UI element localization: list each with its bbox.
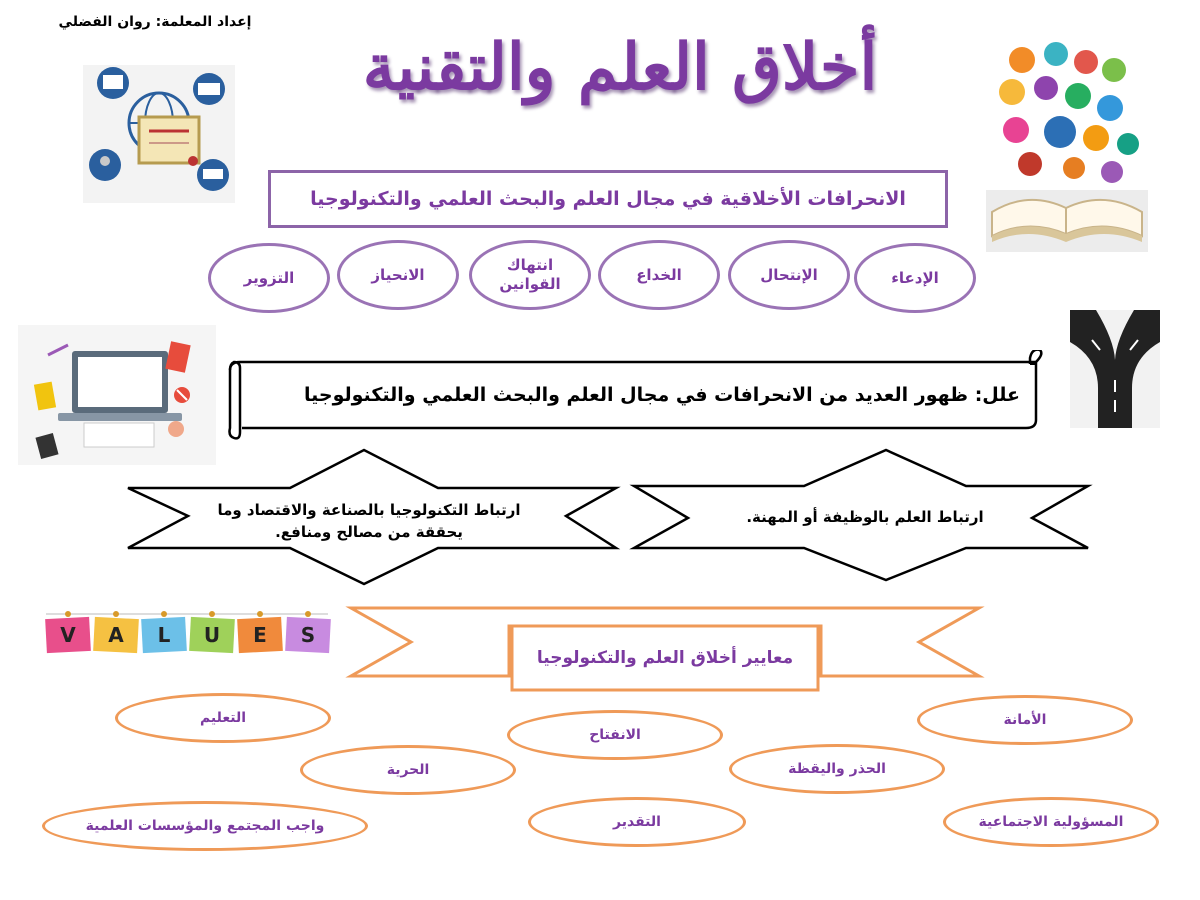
deviations-heading: الانحرافات الأخلاقية في مجال العلم والبحث العلمي والتكنولوجيا	[268, 170, 948, 228]
deviation-plagiarism: الإنتحال	[728, 240, 850, 310]
reason-question: علل: ظهور العديد من الانحرافات في مجال العلم والبحث العلمي والتكنولوجيا	[304, 384, 1020, 406]
standard-freedom: الحرية	[300, 745, 516, 795]
reason-answer-job: ارتباط العلم بالوظيفة أو المهنة.	[746, 508, 984, 527]
deviation-claim: الإدعاء	[854, 243, 976, 313]
svg-text:E: E	[253, 623, 267, 647]
book-ideas-illustration	[986, 40, 1148, 252]
standard-openness: الانفتاح	[507, 710, 723, 760]
svg-text:A: A	[108, 623, 124, 647]
values-letter-tag	[93, 611, 139, 653]
values-letter-tag	[189, 611, 235, 653]
svg-text:V: V	[60, 623, 76, 647]
values-letter-tag	[285, 611, 331, 653]
page-title: أخلاق العلم والتقنية	[362, 30, 878, 105]
standard-honesty: الأمانة	[917, 695, 1133, 745]
deviation-bias: الانحياز	[337, 240, 459, 310]
svg-text:L: L	[157, 623, 171, 647]
values-letter-tag	[237, 611, 283, 653]
standards-heading: معايير أخلاق العلم والتكنولوجيا	[536, 648, 794, 668]
certificate-network-illustration	[83, 65, 235, 203]
values-banner	[42, 608, 332, 658]
author-credit: إعداد المعلمة: روان الفضلي	[58, 14, 252, 30]
values-letter-tag	[45, 611, 91, 653]
standard-caution: الحذر واليقظة	[729, 744, 945, 794]
laptop-desk-illustration	[18, 325, 216, 465]
splitting-road-illustration	[1070, 310, 1160, 428]
svg-text:S: S	[300, 623, 316, 647]
standard-appreciation: التقدير	[528, 797, 746, 847]
standard-social-responsibility: المسؤولية الاجتماعية	[943, 797, 1159, 847]
standard-education: التعليم	[115, 693, 331, 743]
deviation-deception: الخداع	[598, 240, 720, 310]
standard-community-duty: واجب المجتمع والمؤسسات العلمية	[42, 801, 368, 851]
values-letter-tag	[141, 611, 187, 653]
deviation-forgery: التزوير	[208, 243, 330, 313]
reason-answer-technology: ارتباط التكنولوجيا بالصناعة والاقتصاد وما يحققة من مصالح ومنافع.	[217, 501, 521, 541]
svg-text:U: U	[203, 623, 221, 647]
deviation-law-violation: انتهاك القوانين	[469, 240, 591, 310]
